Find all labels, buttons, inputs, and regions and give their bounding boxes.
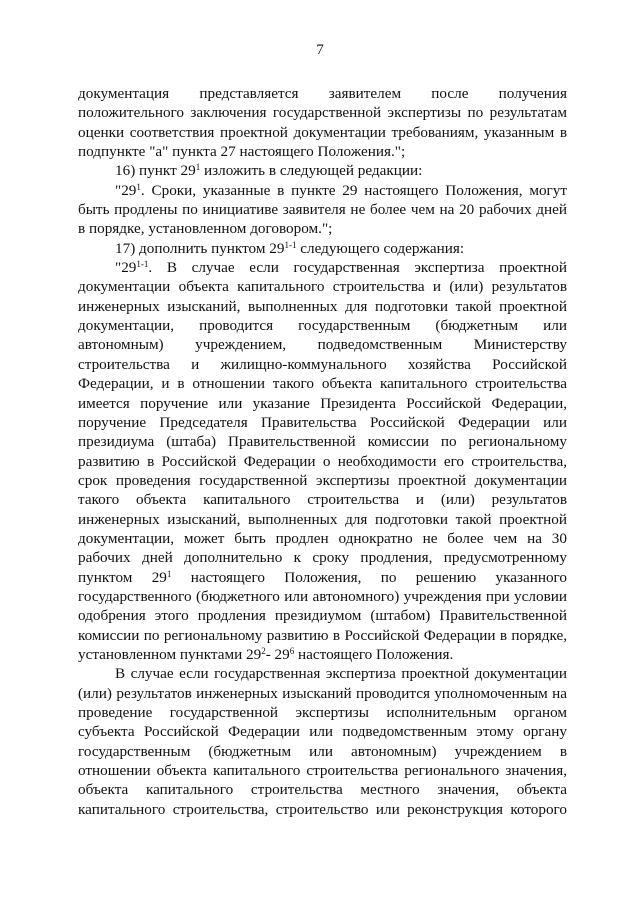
paragraph-6: В случае если государственная экспертиза проектной документации (или) результатов инженерных изысканий проводится уполномоченным на проведение государственной экспертизы исполнительным органом субъекта Российской Федерации или подведомственным этому органу государственным (бюджетным или автономным) учреждением в отношении объекта капитального строительства регионального значения, объекта капитального строительства местного значения, объекта капитального строительства, строительство или реконструкция которого: [78, 665, 567, 818]
paragraph-3: "$29^1$. Сроки, указанные в пункте 29 настоящего Положения, могут быть продлены по инициативе заявителя не более чем на 20 рабочих дней в порядке, установленном договором.";: [78, 181, 567, 238]
document-body: [78, 84, 567, 819]
paragraph-4: 17) дополнить пунктом 29$^{1-1}$ следующего содержания:: [115, 239, 465, 257]
paragraph-2: 16) пункт $29^1$ изложить в следующей редакции:: [115, 162, 423, 180]
paragraph-1: документация представляется заявителем после получения положительного заключения государственной экспертизы по результатам оценки соответствия проектной документации требованиям, указанным в подпункте "а" пункта 27 настоящего Положения.";: [78, 85, 567, 161]
page-number: 7: [316, 42, 324, 58]
paragraph-5: "29$^{1-1}$. В случае если государственная экспертиза проектной документации объекта капитального строительства и (или) результатов инженерных изысканий, выполненных для подготовки такой проектной документации, проводится государственным (бюджетным или автономным) учреждением, подведомственным Министерству строительства и жилищно-коммунального хозяйства Российской Федерации, и в отношении такого объекта капитального строительства имеется поручение или указание Президента Российской Федерации, поручение Председателя Правительства Российской Федерации или президиума (штаба) Правительственной комиссии по региональному развитию в Российской Федерации о необходимости его строительства, срок проведения государственной экспертизы проектной документации такого объекта капитального строительства и (или) результатов инженерных изысканий, выполненных для подготовки такой проектной документации, может быть продлен однократно не более чем на 30 рабочих дней дополнительно к сроку продления, предусмотренному пунктом $29^1$ настоящего Положения, по решению указанного государственного (бюджетного или автономного) учреждения при условии одобрения этого продления президиумом (штабом) Правительственной комиссии по региональному развитию в Российской Федерации в порядке, установленном пунктами $29^2-$ $29^6$ настоящего Положения.: [78, 259, 567, 663]
